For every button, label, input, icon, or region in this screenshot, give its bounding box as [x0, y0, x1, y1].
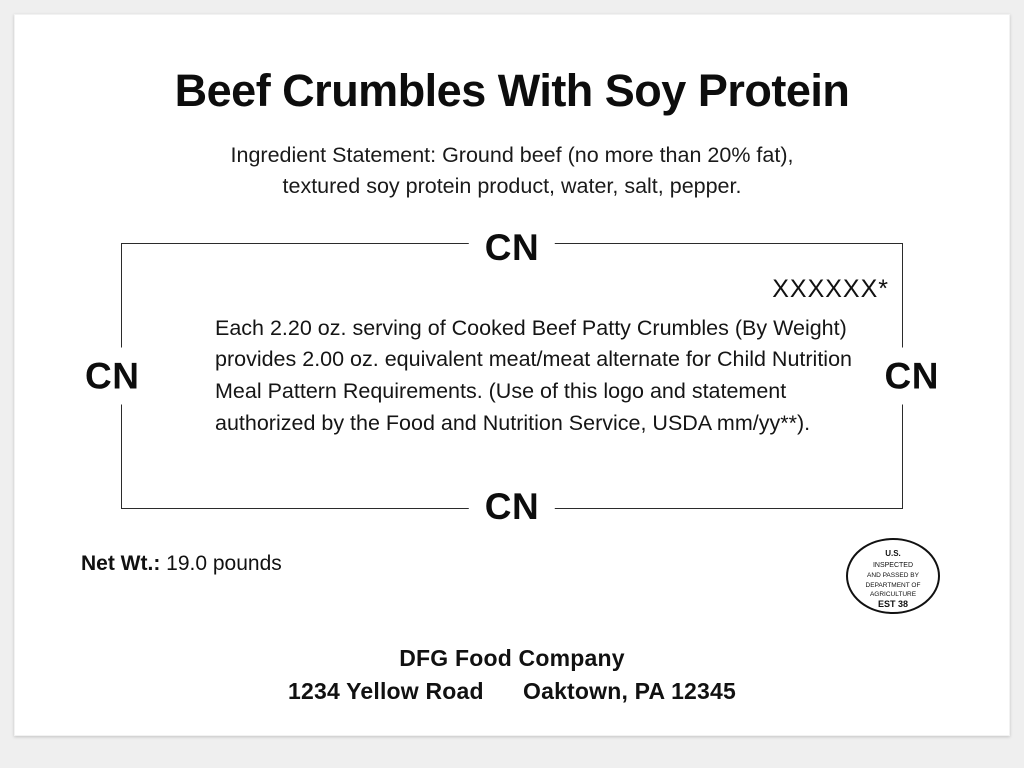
cn-label-bottom: CN [469, 480, 555, 533]
usda-inspection-seal-icon [845, 537, 941, 615]
company-block [15, 645, 1009, 705]
cn-label-left: CN [79, 347, 145, 404]
cn-product-code: XXXXXX* [772, 274, 889, 303]
company-name: DFG Food Company [399, 645, 625, 671]
ingredient-statement [132, 140, 892, 202]
svg-text:DEPARTMENT OF: DEPARTMENT OF [865, 582, 921, 589]
net-weight [81, 552, 282, 576]
company-street: 1234 Yellow Road [287, 678, 484, 704]
cn-label-right: CN [879, 347, 945, 404]
svg-text:EST 38: EST 38 [877, 599, 909, 609]
ingredient-statement-line-2: textured soy protein product, water, salt, pepper. [282, 174, 742, 199]
svg-text:AGRICULTURE: AGRICULTURE [869, 591, 917, 598]
cn-label-top: CN [469, 221, 555, 274]
cn-logo-block [85, 226, 939, 527]
ingredient-statement-line-1: Ingredient Statement: Ground beef (no more than 20% fat), [230, 143, 794, 168]
svg-text:INSPECTED: INSPECTED [872, 562, 914, 569]
svg-text:AND PASSED BY: AND PASSED BY [867, 572, 919, 579]
cn-statement-text: Each 2.20 oz. serving of Cooked Beef Patty Crumbles (By Weight) provides 2.00 oz. equivalent meat/meat alternate for Child Nutrition Meal Pattern Requirements. (Use of this logo and statement authorized by the Food and Nutrition Service, USDA mm/yy**). [215, 315, 852, 436]
net-weight-value: 19.0 pounds [166, 552, 282, 575]
net-weight-label: Net Wt.: [81, 552, 161, 575]
product-label-card [14, 14, 1010, 736]
svg-text:U.S.: U.S. [885, 549, 901, 558]
company-address [15, 678, 1009, 705]
company-city-state-zip: Oaktown, PA 12345 [522, 678, 737, 704]
page-title: Beef Crumbles With Soy Protein [174, 65, 850, 116]
